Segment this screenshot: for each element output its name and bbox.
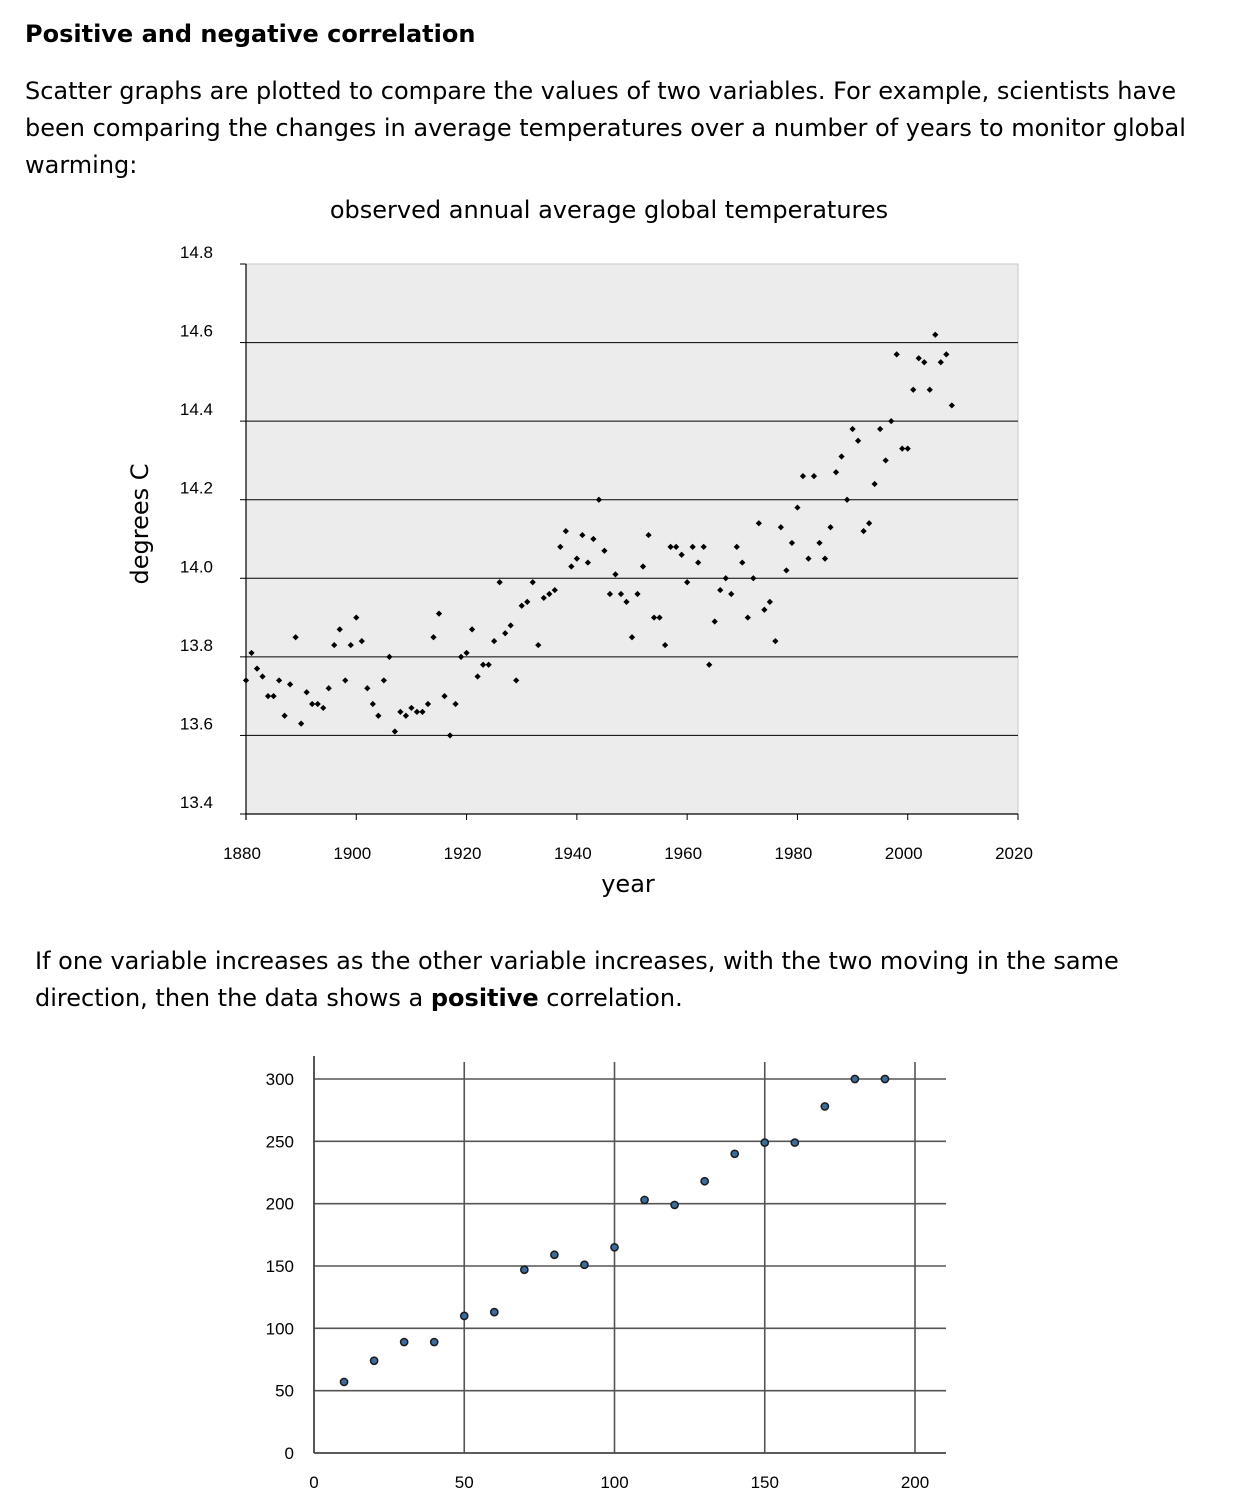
- data-point: [401, 1338, 408, 1345]
- data-point: [851, 1075, 858, 1082]
- data-point: [551, 1251, 558, 1258]
- y-tick-label: 100: [265, 1319, 294, 1339]
- x-tick-label: 150: [750, 1473, 779, 1492]
- y-tick-label: 14.0: [179, 557, 213, 577]
- y-tick-label: 14.4: [179, 400, 213, 420]
- y-tick-label: 200: [265, 1194, 294, 1214]
- x-tick-label: 1940: [553, 844, 592, 863]
- data-point: [731, 1150, 738, 1157]
- data-point: [761, 1139, 768, 1146]
- x-tick-label: 1880: [223, 844, 261, 863]
- y-tick-label: 14.6: [179, 321, 213, 341]
- y-tick-label: 13.4: [179, 793, 213, 812]
- positive-text-part2: correlation.: [538, 984, 683, 1012]
- positive-correlation-scatter-chart: [0, 1040, 1253, 1509]
- data-point: [641, 1196, 648, 1203]
- x-tick-label: 1980: [774, 844, 813, 863]
- data-point: [821, 1103, 828, 1110]
- y-tick-label: 14.2: [179, 478, 213, 498]
- data-point: [340, 1378, 347, 1385]
- y-tick-label: 0: [284, 1444, 294, 1463]
- y-tick-label: 250: [265, 1132, 294, 1152]
- x-tick-label: 2000: [884, 844, 923, 863]
- y-tick-label: 14.8: [179, 243, 213, 262]
- data-point: [581, 1261, 588, 1268]
- data-point: [521, 1266, 528, 1273]
- x-tick-label: 1900: [333, 844, 372, 863]
- data-point: [791, 1139, 798, 1146]
- x-tick-label: 100: [600, 1473, 629, 1492]
- data-point: [461, 1312, 468, 1319]
- y-tick-label: 13.8: [179, 635, 213, 655]
- positive-correlation-paragraph: [35, 943, 1235, 1017]
- x-tick-label: 1960: [664, 844, 703, 863]
- y-tick-label: 150: [265, 1257, 294, 1276]
- data-point: [431, 1338, 438, 1345]
- positive-keyword: positive: [430, 984, 539, 1012]
- temperature-scatter-chart: [0, 180, 1253, 900]
- x-tick-label: 2020: [995, 844, 1033, 863]
- y-tick-label: 50: [275, 1381, 294, 1401]
- data-point: [491, 1309, 498, 1316]
- x-tick-label: 50: [454, 1473, 474, 1492]
- data-point: [701, 1178, 708, 1185]
- page-heading: Positive and negative correlation: [25, 20, 476, 48]
- x-tick-label: 1920: [443, 844, 482, 863]
- y-axis-label: degrees C: [126, 463, 154, 585]
- chart-title: observed annual average global temperatures: [329, 196, 889, 224]
- y-tick-label: 13.6: [179, 714, 213, 734]
- positive-text-part1: If one variable increases as the other variable increases, with the two moving in the same direction, then the data shows a: [35, 947, 1119, 1012]
- plot-area: [246, 264, 1018, 814]
- x-axis-label: year: [601, 870, 655, 898]
- data-point: [671, 1201, 678, 1208]
- intro-paragraph: Scatter graphs are plotted to compare the values of two variables. For example, scientists have been comparing the changes in average temperatures over a number of years to monitor global warming:: [25, 77, 1186, 179]
- x-tick-label: 200: [900, 1473, 930, 1492]
- data-point: [881, 1075, 888, 1082]
- data-point: [611, 1244, 618, 1251]
- data-point: [371, 1357, 378, 1364]
- y-tick-label: 300: [265, 1070, 294, 1089]
- x-tick-label: 0: [309, 1473, 319, 1492]
